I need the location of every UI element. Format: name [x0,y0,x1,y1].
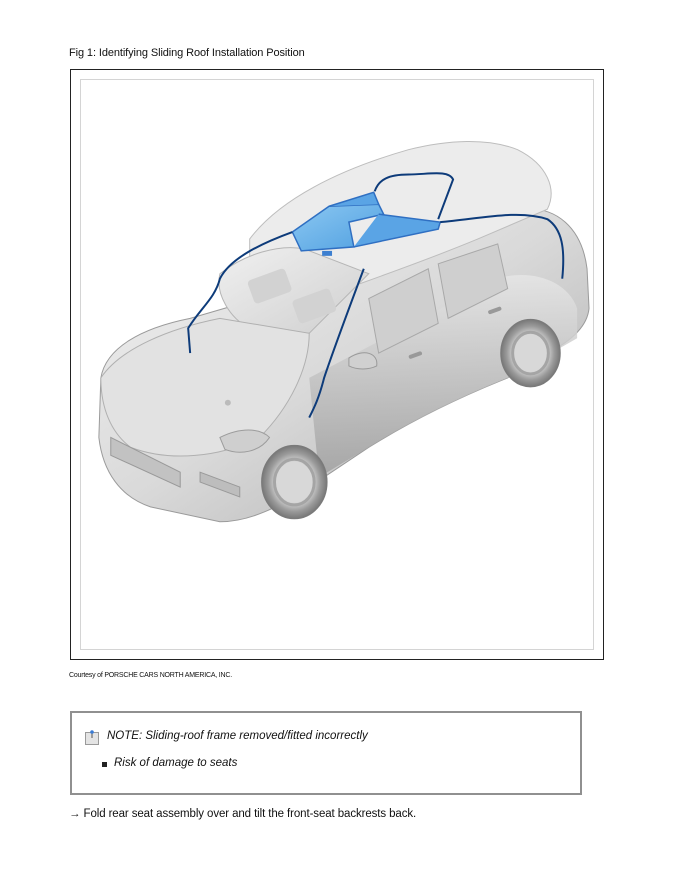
instruction-step [69,808,416,820]
note-title: NOTE: Sliding-roof frame removed/fitted incorrectly [107,730,368,742]
figure-courtesy: Courtesy of PORSCHE CARS NORTH AMERICA, INC. [69,672,232,679]
figure-image [80,79,594,650]
step-text: Fold rear seat assembly over and tilt the front-seat backrests back. [83,808,417,820]
note-bullet-text: Risk of damage to seats [114,757,238,769]
bullet-icon [102,762,107,767]
arrow-icon: → [69,808,81,820]
car-illustration [81,80,593,649]
note-pin-icon [85,730,99,745]
figure-frame [70,69,604,660]
note-box [70,711,582,795]
figure-caption: Fig 1: Identifying Sliding Roof Installation Position [69,47,305,59]
